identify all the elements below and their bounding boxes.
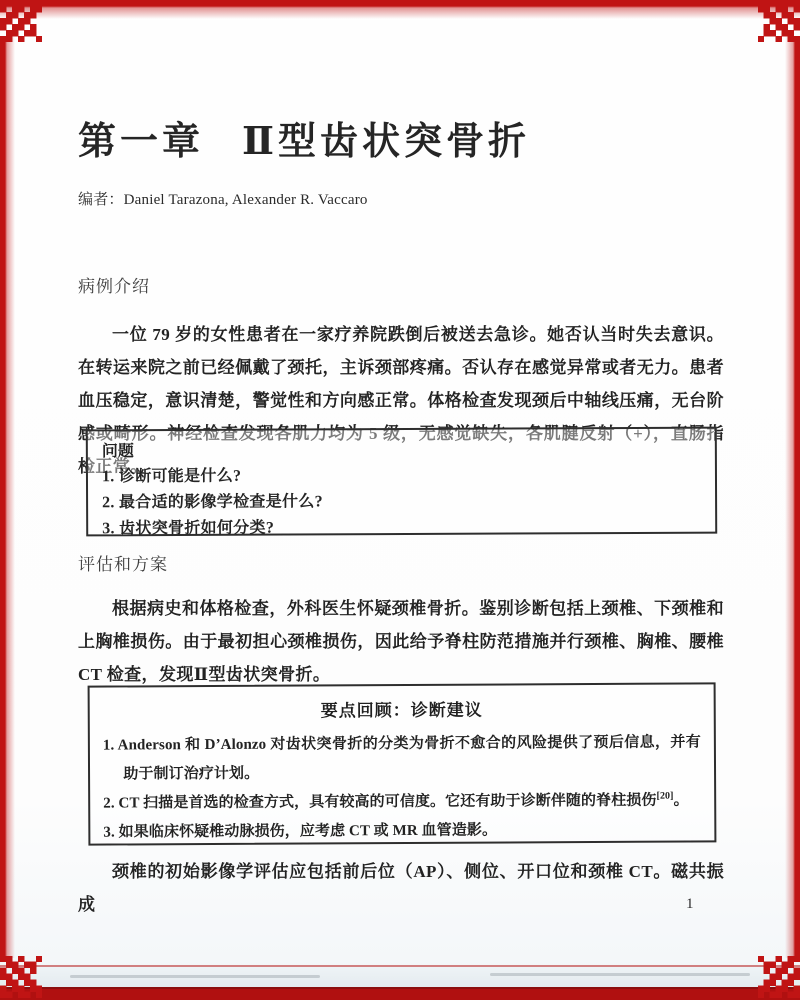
corner-knot-icon bbox=[758, 0, 800, 42]
section-heading-case-intro: 病例介绍 bbox=[78, 277, 150, 296]
authors-line bbox=[78, 188, 368, 209]
key-points-box bbox=[88, 682, 717, 845]
key-point-text-after: 。 bbox=[673, 792, 689, 809]
corner-knot-icon bbox=[0, 956, 42, 998]
frame-left-border bbox=[0, 36, 16, 958]
key-points-title: 要点回顾：诊断建议 bbox=[320, 700, 483, 721]
authors-names: Daniel Tarazona, Alexander R. Vaccaro bbox=[123, 192, 368, 208]
authors-label: 编者： bbox=[78, 192, 124, 208]
questions-box bbox=[86, 427, 717, 537]
evaluation-paragraph: 根据病史和体格检查，外科医生怀疑颈椎骨折。鉴别诊断包括上颈椎、下颈椎和上胸椎损伤。由于最初担心颈椎损伤，因此给予脊柱防范措施并行颈椎、胸椎、腰椎 CT 检查，发现Ⅱ型齿状突骨折。 bbox=[78, 599, 724, 684]
scan-artifact bbox=[490, 973, 750, 976]
frame-top-border bbox=[0, 0, 800, 20]
question-item: 1. 诊断可能是什么? bbox=[101, 467, 242, 486]
questions-box-title: 问题 bbox=[101, 443, 134, 461]
frame-bottom-redband bbox=[0, 987, 800, 1000]
reference-superscript: [20] bbox=[656, 790, 674, 802]
page-number: 1 bbox=[686, 896, 694, 912]
key-point-text: 3. 如果临床怀疑椎动脉损伤，应考虑 CT 或 MR 血管造影。 bbox=[103, 822, 498, 841]
chapter-name: Ⅱ型齿状突骨折 bbox=[242, 121, 531, 163]
corner-knot-icon bbox=[0, 0, 42, 42]
question-item: 2. 最合适的影像学检查是什么? bbox=[102, 493, 323, 512]
case-intro-paragraph: 一位 79 岁的女性患者在一家疗养院跌倒后被送去急诊。她否认当时失去意识。在转运来院之前已经佩戴了颈托，主诉颈部疼痛。否认存在感觉异常或者无力。患者血压稳定，意识清楚，警觉性和方向感正常。体格检查发现颈后中轴线压痛，无台阶感或畸形。神经检查发现各肌力均为 5 级，无感觉缺失，各肌腱反射（+），直肠指检正常。 bbox=[78, 325, 724, 476]
question-item: 3. 齿状突骨折如何分类? bbox=[102, 519, 275, 538]
scan-artifact bbox=[70, 975, 320, 978]
key-point-item bbox=[103, 786, 701, 818]
key-point-text: 1. Anderson 和 D’Alonzo 对齿状突骨折的分类为骨折不愈合的风险提供了预后信息，并有助于制订治疗计划。 bbox=[102, 734, 701, 783]
corner-knot-icon bbox=[758, 956, 800, 998]
chapter-label: 第一章 bbox=[78, 121, 205, 163]
section-heading-evaluation: 评估和方案 bbox=[78, 555, 168, 574]
key-point-item bbox=[103, 815, 701, 847]
key-point-text: 2. CT 扫描是首选的检查方式，具有较高的可信度。它还有助于诊断伴随的脊柱损伤 bbox=[103, 792, 657, 812]
chapter-title bbox=[78, 110, 724, 165]
key-point-item bbox=[103, 728, 701, 789]
frame-right-border bbox=[784, 36, 800, 958]
closing-paragraph: 颈椎的初始影像学评估应包括前后位（AP）、侧位、开口位和颈椎 CT。磁共振成 bbox=[78, 862, 724, 914]
